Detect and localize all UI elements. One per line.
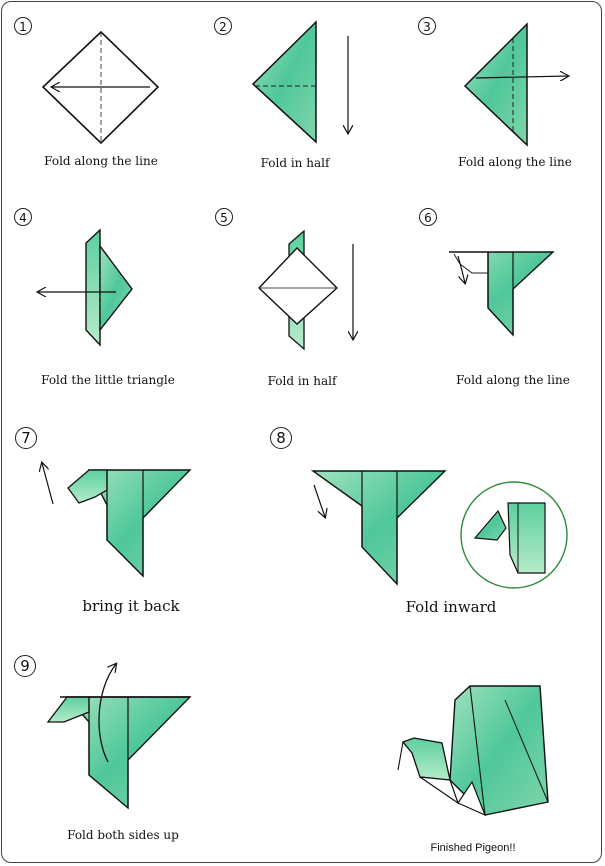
- step-caption: Fold along the line: [456, 373, 570, 387]
- step-9-diagram: [48, 664, 190, 808]
- step-number: 4: [14, 208, 32, 226]
- finished-caption: Finished Pigeon!!: [430, 842, 516, 854]
- step-number: 2: [214, 17, 232, 35]
- step-number: 6: [419, 208, 437, 226]
- step-number: 5: [215, 208, 233, 226]
- step-caption: Fold along the line: [44, 154, 158, 168]
- step-number: 7: [15, 427, 37, 449]
- step-3-diagram: [465, 24, 568, 145]
- step-caption: Fold both sides up: [67, 828, 179, 842]
- step-caption: Fold the little triangle: [41, 373, 175, 387]
- step-caption: Fold inward: [405, 598, 497, 616]
- step-number: 9: [14, 655, 36, 677]
- step-2-diagram: [253, 22, 348, 142]
- step-number: 3: [418, 17, 436, 35]
- step-4-diagram: [38, 230, 132, 345]
- finished-pigeon-diagram: [398, 686, 548, 815]
- step-caption: Fold in half: [267, 374, 337, 388]
- step-1-diagram: [43, 32, 158, 143]
- step-6-diagram: [449, 252, 553, 335]
- step-caption: bring it back: [82, 597, 180, 615]
- step-7-diagram: [42, 463, 190, 576]
- step-number: 1: [14, 17, 32, 35]
- step-caption: Fold in half: [260, 156, 330, 170]
- step-number: 8: [270, 427, 292, 449]
- step-5-diagram: [259, 231, 353, 349]
- step-caption: Fold along the line: [458, 155, 572, 169]
- step-8-diagram: [313, 471, 567, 588]
